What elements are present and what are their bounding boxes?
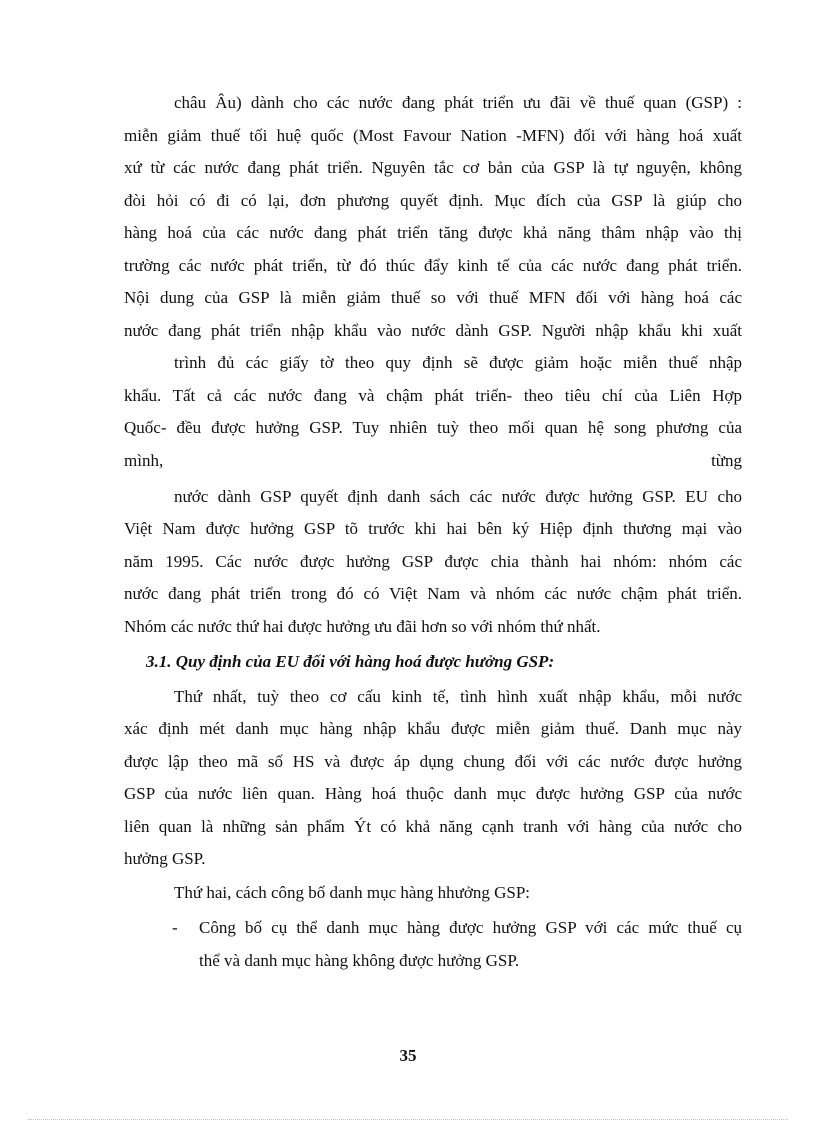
text-line xyxy=(124,444,742,477)
bullet-text-line: thể và danh mục hàng không được hưởng GSP. xyxy=(199,951,520,970)
page-number: 35 xyxy=(399,1046,417,1065)
text-line: khẩu. Tất cả các nước đang và chậm phát triển- theo tiêu chí của Liên Hợp xyxy=(124,386,742,405)
text-line: xác định mét danh mục hàng nhập khẩu được miễn giảm thuế. Danh mục này xyxy=(124,719,742,738)
text-line: châu Âu) dành cho các nước đang phát triển ưu đãi về thuế quan (GSP) : xyxy=(174,93,742,112)
text-line: liên quan là những sản phẩm Ýt có khả năng cạnh tranh với hàng của nước cho xyxy=(124,817,742,836)
page-bottom-rule xyxy=(28,1119,788,1120)
text-line: hàng hoá của các nước đang phát triển tăng được khả năng thâm nhập vào thị xyxy=(124,223,742,242)
paragraph-5: Thứ hai, cách công bố danh mục hàng hhưởng GSP: xyxy=(174,883,531,902)
text-line: xứ từ các nước đang phát triển. Nguyên tắc cơ bản của GSP là tự nguyện, không xyxy=(124,158,742,177)
text-line: đòi hỏi có đi có lại, đơn phương quyết định. Mục đích của GSP là giúp cho xyxy=(124,191,742,210)
text-line: trường các nước phát triển, từ đó thúc đẩy kinh tế của các nước đang phát triển. xyxy=(124,256,742,275)
text-line: Nội dung của GSP là miễn giảm thuế so với thuế MFN đối với hàng hoá các xyxy=(124,288,742,307)
text-line: nước đang phát triển trong đó có Việt Nam và nhóm các nước chậm phát triển. xyxy=(124,584,742,603)
bullet-text-line: Công bố cụ thể danh mục hàng được hưởng GSP với các mức thuế cụ xyxy=(199,918,742,937)
text-fragment: mình, xyxy=(124,451,164,470)
text-line: nước dành GSP quyết định danh sách các nước được hưởng GSP. EU cho xyxy=(174,487,742,506)
text-line: Nhóm các nước thứ hai được hưởng ưu đãi hơn so với nhóm thứ nhất. xyxy=(124,617,601,636)
text-line: Việt Nam được hưởng GSP tõ trước khi hai bên ký Hiệp định thương mại vào xyxy=(124,519,742,538)
text-line: trình đủ các giấy tờ theo quy định sẽ được giảm hoặc miễn thuế nhập xyxy=(174,353,742,372)
text-line: Quốc- đều được hưởng GSP. Tuy nhiên tuỳ theo mối quan hệ song phương của xyxy=(124,418,742,437)
text-line: năm 1995. Các nước được hưởng GSP được chia thành hai nhóm: nhóm các xyxy=(124,552,742,571)
text-line: Thứ nhất, tuỳ theo cơ cấu kinh tế, tình hình xuất nhập khẩu, mỗi nước xyxy=(174,687,742,706)
text-line: miễn giảm thuế tối huệ quốc (Most Favour Nation -MFN) đối với hàng hoá xuất xyxy=(124,126,742,145)
text-fragment: từng xyxy=(711,451,742,470)
text-line: nước đang phát triển nhập khẩu vào nước dành GSP. Người nhập khẩu khi xuất xyxy=(124,321,742,340)
text-line: được lập theo mã số HS và được áp dụng chung đối với các nước được hưởng xyxy=(124,752,742,771)
text-line: GSP của nước liên quan. Hàng hoá thuộc danh mục được hưởng GSP của nước xyxy=(124,784,742,803)
bullet-marker: - xyxy=(172,918,178,937)
text-line: hưởng GSP. xyxy=(124,849,206,868)
section-heading: 3.1. Quy định của EU đối với hàng hoá được hưởng GSP: xyxy=(146,652,555,671)
